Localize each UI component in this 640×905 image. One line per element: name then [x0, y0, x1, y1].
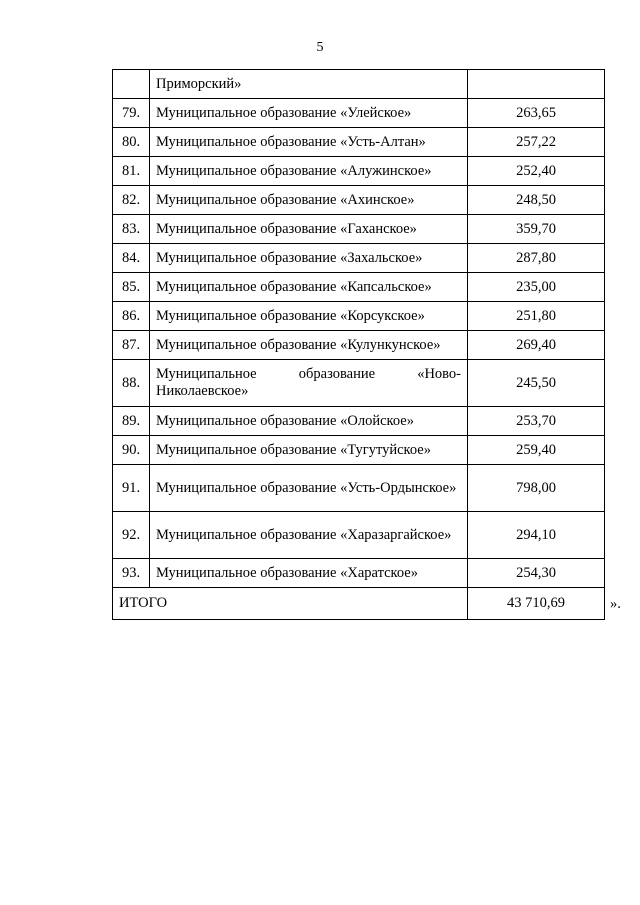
- municipality-name: Муниципальное образование «Усть-Алтан»: [150, 128, 468, 157]
- amount-value: 259,40: [468, 436, 605, 465]
- municipality-name: Муниципальное образование «Захальское»: [150, 244, 468, 273]
- row-number: 93.: [113, 559, 150, 588]
- row-number: 87.: [113, 331, 150, 360]
- row-number: 79.: [113, 99, 150, 128]
- table-row: [113, 436, 605, 465]
- cell-name-continuation: Приморский»: [150, 70, 468, 99]
- municipality-name: Муниципальное образование «Улейское»: [150, 99, 468, 128]
- closing-quote-mark: ».: [610, 596, 621, 612]
- table-row: [113, 331, 605, 360]
- amount-value: 251,80: [468, 302, 605, 331]
- table-continuation-row: [113, 70, 605, 99]
- row-number: 86.: [113, 302, 150, 331]
- table-row: [113, 215, 605, 244]
- table-row: [113, 273, 605, 302]
- table-row: [113, 512, 605, 559]
- cell-num-empty: [113, 70, 150, 99]
- municipality-name: Муниципальное образование «Олойское»: [150, 407, 468, 436]
- municipality-name: Муниципальное образование «Усть-Ордынское»: [150, 465, 468, 512]
- amount-value: 294,10: [468, 512, 605, 559]
- municipality-name: Муниципальное образование «Гаханское»: [150, 215, 468, 244]
- table-row: [113, 157, 605, 186]
- municipality-name: Муниципальное образование «Харазаргайское»: [150, 512, 468, 559]
- row-number: 84.: [113, 244, 150, 273]
- municipality-name: Муниципальное образование «Тугутуйское»: [150, 436, 468, 465]
- row-number: 90.: [113, 436, 150, 465]
- amount-value: 235,00: [468, 273, 605, 302]
- amount-value: 359,70: [468, 215, 605, 244]
- municipality-name: Муниципальное образование «Ахинское»: [150, 186, 468, 215]
- total-row: [113, 588, 605, 620]
- row-number: 82.: [113, 186, 150, 215]
- row-number: 85.: [113, 273, 150, 302]
- row-number: 88.: [113, 360, 150, 407]
- table-row: [113, 302, 605, 331]
- row-number: 92.: [113, 512, 150, 559]
- table-row: [113, 128, 605, 157]
- row-number: 83.: [113, 215, 150, 244]
- table-row: [113, 407, 605, 436]
- page-number: 5: [316, 40, 324, 55]
- amount-value: 245,50: [468, 360, 605, 407]
- municipality-name: Муниципальное образование «Кулункунское»: [150, 331, 468, 360]
- table-row: [113, 99, 605, 128]
- amount-value: 248,50: [468, 186, 605, 215]
- table-row: [113, 186, 605, 215]
- municipality-name: Муниципальное образование «Корсукское»: [150, 302, 468, 331]
- amount-value: 269,40: [468, 331, 605, 360]
- table-row: [113, 244, 605, 273]
- row-number: 89.: [113, 407, 150, 436]
- row-number: 80.: [113, 128, 150, 157]
- municipality-name: Муниципальное образование «Харатское»: [150, 559, 468, 588]
- municipality-name: Муниципальное образование «Капсальское»: [150, 273, 468, 302]
- total-label: ИТОГО: [113, 588, 468, 620]
- municipality-name: Муниципальное образование «Ново-Николаевское»: [150, 360, 468, 407]
- row-number: 91.: [113, 465, 150, 512]
- table-body: [113, 70, 605, 620]
- amount-value: 257,22: [468, 128, 605, 157]
- municipality-name: Муниципальное образование «Алужинское»: [150, 157, 468, 186]
- total-value: 43 710,69: [468, 588, 605, 620]
- amount-value: 253,70: [468, 407, 605, 436]
- budget-table: [112, 69, 605, 620]
- row-number: 81.: [113, 157, 150, 186]
- amount-value: 254,30: [468, 559, 605, 588]
- amount-value: 252,40: [468, 157, 605, 186]
- amount-value: 263,65: [468, 99, 605, 128]
- cell-value-empty: [468, 70, 605, 99]
- amount-value: 798,00: [468, 465, 605, 512]
- table-row: [113, 465, 605, 512]
- amount-value: 287,80: [468, 244, 605, 273]
- table-row: [113, 559, 605, 588]
- table-row: [113, 360, 605, 407]
